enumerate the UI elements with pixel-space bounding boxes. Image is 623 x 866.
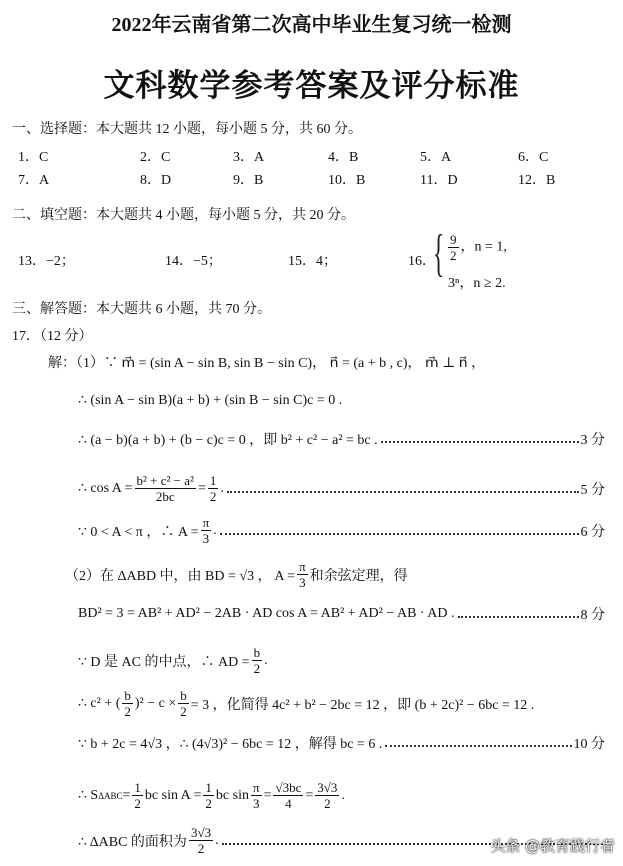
score-label: 8 分 (580, 608, 605, 623)
numerator: π (252, 780, 260, 795)
math-text: ∴ S (78, 788, 99, 803)
denominator: 2 (197, 841, 205, 856)
denominator: 2 (253, 661, 261, 676)
numerator: 1 (209, 473, 217, 488)
document-title: 文科数学参考答案及评分标准 (103, 68, 520, 103)
math-text: ∴ cos A = (78, 481, 133, 496)
fraction (273, 780, 303, 811)
dot-leader (458, 616, 579, 618)
fraction (122, 688, 133, 719)
choice-answer: 12．B (518, 173, 556, 188)
math-text: ∵ b + 2c = 4√3 ，∴ (4√3)² − 6bc = 12 ，解得 bc = 6 . (78, 737, 383, 752)
math-text: . (264, 652, 268, 668)
denominator: 2 (205, 796, 212, 811)
fraction (208, 473, 219, 504)
q17-label: 17．（12 分） (12, 329, 93, 344)
piecewise-brace: { (433, 225, 445, 282)
fraction (135, 473, 196, 504)
dot-leader (220, 533, 579, 535)
numerator: 1 (205, 780, 212, 795)
denominator: 2 (134, 796, 141, 811)
math-text: ∴ ΔABC 的面积为 (78, 834, 187, 850)
math-text: 解：（1）∵ m⃗ = (sin A − sin B, sin B − sin C)， n⃗ = (a + b , c)， m⃗ ⊥ n⃗ ， (48, 356, 486, 371)
numerator: b (124, 688, 131, 703)
math-text: ∴ c² + ( (78, 696, 121, 711)
solution-line (78, 429, 605, 449)
numerator: 3√3 (190, 825, 212, 840)
math-text: bc sin A = (144, 787, 202, 803)
math-text: )² − c × (134, 695, 177, 711)
math-text: （2）在 ΔABD 中，由 BD = √3 ， A = (65, 568, 296, 584)
blank-answer: 14．−5； (165, 254, 222, 269)
math-text: ∴ (a − b)(a + b) + (b − c)c = 0 ，即 b² + c² − a² = bc . (78, 433, 378, 448)
section3-heading: 三、解答题：本大题共 6 小题，共 70 分。 (12, 302, 271, 317)
choice-answer: 4．B (328, 150, 359, 165)
math-text: ∵ D 是 AC 的中点，∴ AD = (78, 654, 250, 670)
denominator: 2 (324, 796, 331, 811)
denominator: 3 (202, 531, 210, 546)
watermark: 头条 @教育践行者 (490, 837, 615, 855)
denominator: 2 (209, 489, 217, 504)
numerator: π (299, 559, 306, 574)
solution-line (48, 352, 485, 372)
solution-line (78, 733, 605, 753)
choice-answer: 11．D (420, 173, 458, 188)
numerator: 1 (134, 780, 141, 795)
denominator: 2 (124, 704, 131, 719)
choice-answer: 8．D (140, 173, 172, 188)
denominator: 2bc (155, 489, 175, 504)
math-text: . (213, 522, 217, 538)
section1-heading: 一、选择题：本大题共 12 小题，每小题 5 分，共 60 分。 (12, 122, 362, 137)
numerator: b (253, 645, 261, 660)
fraction (132, 780, 143, 811)
choice-answer: 10．B (328, 173, 366, 188)
numerator: b (180, 688, 187, 703)
dot-leader (385, 745, 571, 747)
denominator: 3 (299, 575, 306, 590)
blank-answer: 16． (408, 254, 436, 269)
math-text: ∴ (sin A − sin B)(a + b) + (sin B − sin C)c = 0 . (78, 393, 343, 408)
fraction (252, 645, 263, 676)
fraction (251, 780, 262, 811)
numerator: b² + c² − a² (136, 473, 194, 488)
math-text: = (122, 787, 131, 803)
score-label: 6 分 (580, 524, 605, 540)
math-text: = (263, 787, 272, 803)
solution-line (78, 515, 605, 546)
fraction (297, 559, 308, 590)
solution-line (78, 473, 605, 504)
solution-line (78, 604, 605, 624)
choice-answer: 1．C (18, 150, 49, 165)
math-text: ∵ 0 < A < π ，∴ A = (78, 524, 199, 540)
q16-den: 2 (450, 248, 457, 263)
dot-leader (381, 441, 579, 443)
fraction (201, 515, 212, 546)
choice-answer: 9．B (233, 173, 264, 188)
fraction (203, 780, 214, 811)
denominator: 3 (253, 796, 260, 811)
numerator: π (202, 515, 210, 530)
fraction (315, 780, 339, 811)
math-text: bc sin (215, 787, 249, 803)
solution-line (78, 645, 268, 676)
math-text: = (197, 480, 206, 496)
solution-line (78, 688, 534, 719)
fraction (189, 825, 213, 856)
math-text: . (215, 832, 219, 848)
math-text: = 3 ，化简得 4c² + b² − 2bc = 12 ，即 (b + 2c)² − 6bc = 12 . (190, 697, 535, 713)
exam-title: 2022年云南省第二次高中毕业生复习统一检测 (111, 14, 512, 36)
choice-answer: 7．A (18, 173, 50, 188)
math-text: . (341, 787, 345, 803)
section2-heading: 二、填空题：本大题共 4 小题，每小题 5 分，共 20 分。 (12, 208, 355, 223)
score-label: 10 分 (573, 737, 605, 752)
dot-leader (227, 491, 579, 493)
q16-num: 9 (450, 232, 457, 247)
score-label: 3 分 (580, 433, 605, 448)
q16-case1-cond: ，n = 1, (460, 239, 507, 255)
choice-answer: 5．A (420, 150, 452, 165)
math-text: . (220, 480, 224, 496)
blank-answer: 13．−2； (18, 254, 75, 269)
solution-line (65, 559, 408, 590)
choice-answer: 3．A (233, 150, 265, 165)
numerator: 3√3 (317, 780, 338, 795)
choice-answer: 2．C (140, 150, 171, 165)
math-text: BD² = 3 = AB² + AD² − 2AB · AD cos A = AB² + AD² − AB · AD . (78, 606, 455, 621)
solution-line (78, 392, 342, 409)
solution-line: ∴ S ΔABC = $\frac{1}{2}$ bc sin A = $\frac{1}{2}$ bc sin $\frac{\pi}{3}$ = $\frac{√3bc}{4}$ = $\frac{3√3}{2}$ . (78, 780, 345, 811)
blank-answer: 15．4； (288, 254, 337, 269)
fraction (178, 688, 189, 719)
q16-case2: 3ⁿ，n ≥ 2. (448, 276, 506, 291)
numerator: √3bc (275, 780, 302, 795)
q16-case1 (446, 232, 507, 263)
math-text: 和余弦定理，得 (309, 568, 408, 584)
choice-answer: 6．C (518, 150, 549, 165)
denominator: 2 (180, 704, 187, 719)
score-label: 5 分 (580, 482, 605, 498)
math-text: = (305, 787, 314, 803)
denominator: 4 (285, 796, 292, 811)
